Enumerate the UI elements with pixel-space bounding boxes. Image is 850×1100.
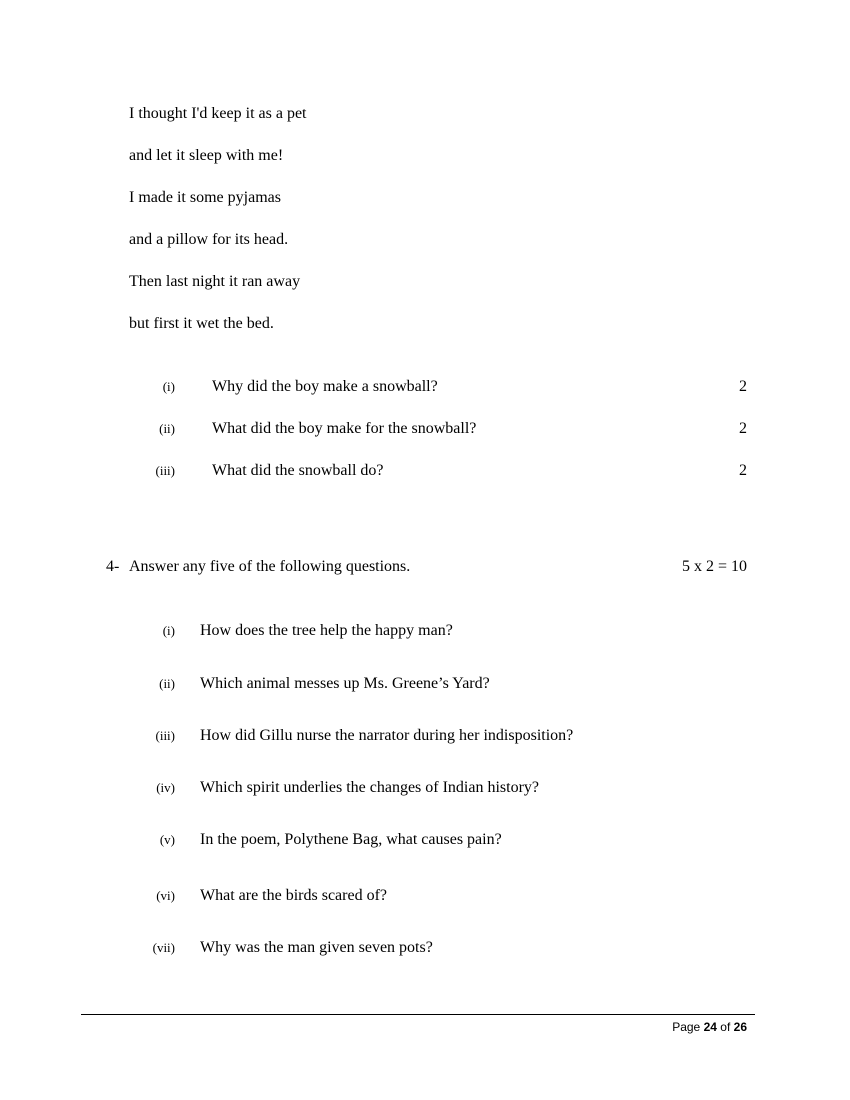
section-marks: 5 x 2 = 10 [681,558,747,575]
footer-divider [81,1014,755,1015]
question-number: (iv) [156,780,175,795]
question-marks: 2 [739,462,747,479]
question-text: How does the tree help the happy man? [200,622,453,639]
poem-line: and let it sleep with me! [129,147,284,164]
question-number: (iii) [155,463,175,478]
question-text: Why did the boy make a snowball? [212,378,438,395]
question-marks: 2 [739,378,747,395]
question-marks: 2 [739,420,747,437]
question-text: Which spirit underlies the changes of Indian history? [200,779,540,796]
question-text: What did the boy make for the snowball? [212,420,477,437]
question-text: What did the snowball do? [212,462,384,479]
question-text: Why was the man given seven pots? [200,939,433,956]
poem-line: Then last night it ran away [129,273,301,290]
poem-line: I made it some pyjamas [129,189,281,206]
question-number: (i) [162,379,175,394]
question-number: (v) [159,832,175,847]
page-total: 26 [733,1020,747,1034]
question-number: (i) [162,623,175,638]
question-number: (vii) [152,940,175,955]
poem-line: I thought I'd keep it as a pet [129,105,307,122]
question-number: (vi) [156,888,175,903]
question-text: What are the birds scared of? [200,887,388,904]
question-text: How did Gillu nurse the narrator during her indisposition? [200,727,574,744]
poem-line: but first it wet the bed. [129,315,274,332]
page-current: 24 [703,1020,717,1034]
section-instruction: Answer any five of the following questions. [129,558,411,575]
page-footer [672,1019,747,1035]
question-text: In the poem, Polythene Bag, what causes pain? [200,831,502,848]
page-of-label: of [720,1020,731,1034]
question-number: (ii) [159,676,175,691]
question-text: Which animal messes up Ms. Greene’s Yard? [200,675,490,692]
question-number: (ii) [159,421,175,436]
section-number: 4- [106,558,120,575]
poem-line: and a pillow for its head. [129,231,289,248]
question-number: (iii) [155,728,175,743]
page-label: Page [672,1020,701,1034]
